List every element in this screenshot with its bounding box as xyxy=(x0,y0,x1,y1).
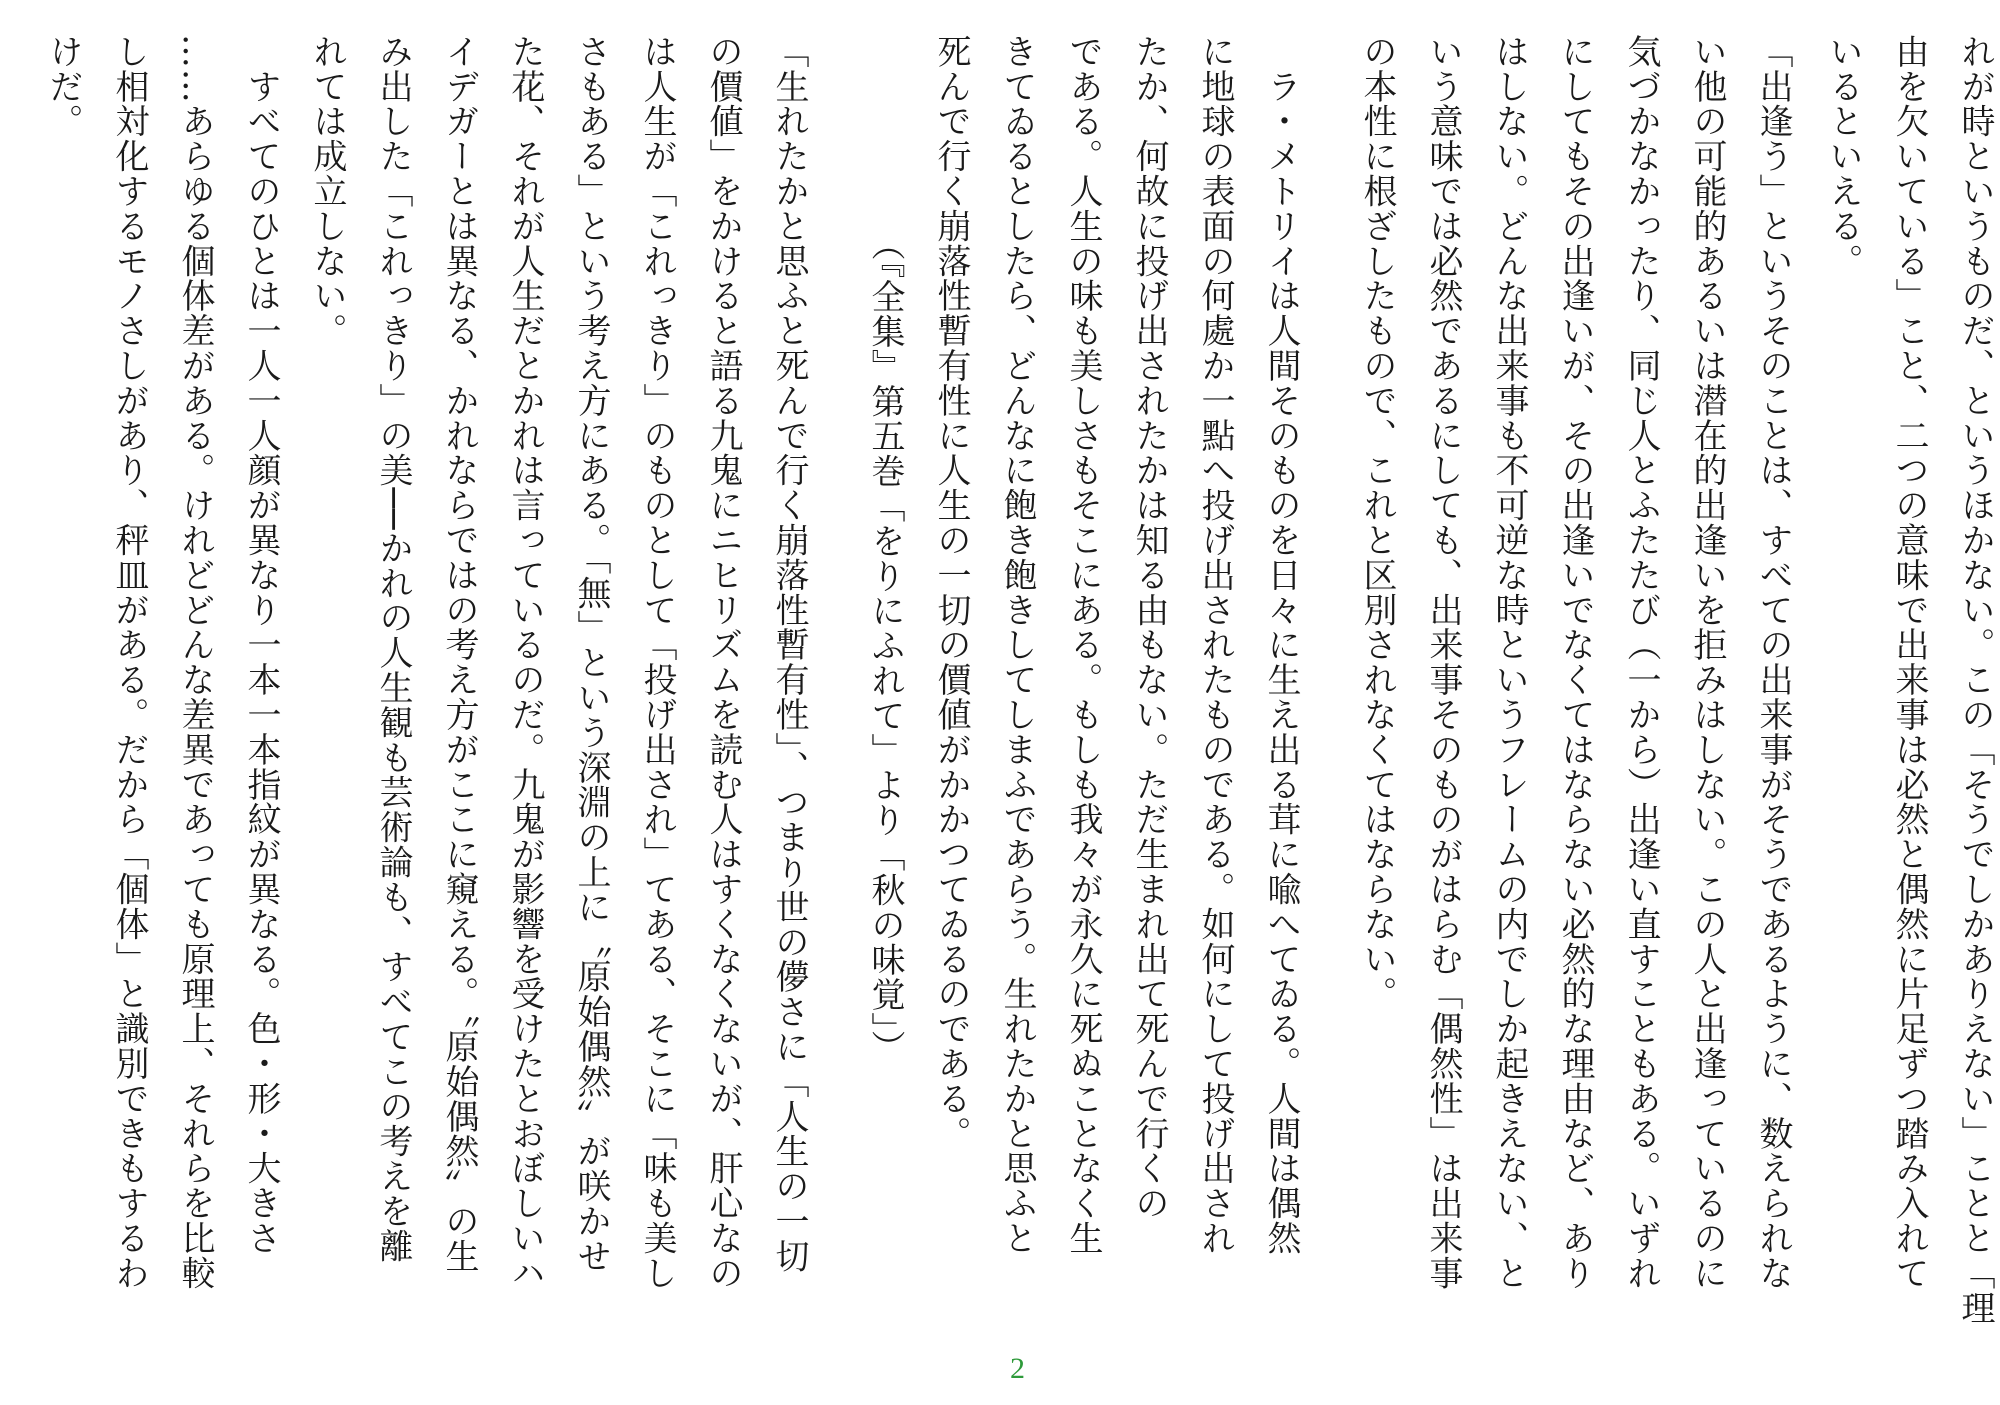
text-column: 「出逢う」というそのことは、すべての出来事がそうであるように、数えられな xyxy=(1753,34,1793,1291)
text-column: た花、それが人生だとかれは言っているのだ。九鬼が影響を受けたとおぼしいハ xyxy=(505,34,545,1291)
text-column: さもある」という考え方にある。「無」という深淵の上に〝原始偶然〟が咲かせ xyxy=(571,34,611,1274)
quote-column: である。人生の味も美しさもそこにある。もしも我々が永久に死ぬことなく生 xyxy=(1063,34,1103,1256)
text-column: ……あらゆる個体差がある。けれどどんな差異であっても原理上、それらを比較 xyxy=(175,34,215,1291)
quote-column: 死んで行く崩落性暫有性に人生の一切の價値がかかつてゐるのである。 xyxy=(931,34,971,1151)
text-column: いるといえる。 xyxy=(1823,34,1863,279)
text-column: れては成立しない。 xyxy=(307,34,347,349)
quote-column: たか、何故に投げ出されたかは知る由もない。ただ生まれ出て死んで行くの xyxy=(1129,34,1169,1221)
text-column: は人生が「これっきり」のものとして「投げ出され」てある、そこに「味も美し xyxy=(637,34,677,1291)
text-column: すべてのひとは一人一人顔が異なり一本一本指紋が異なる。色・形・大きさ xyxy=(241,34,281,1256)
quote-column: きてゐるとしたら、どんなに飽き飽きしてしまふであらう。生れたかと思ふと xyxy=(997,34,1037,1256)
text-column: いう意味では必然であるにしても、出来事そのものがはらむ「偶然性」は出来事 xyxy=(1423,34,1463,1291)
text-column: の價値」をかけると語る九鬼にニヒリズムを読む人はすくなくないが、肝心なの xyxy=(703,34,743,1291)
page-number: 2 xyxy=(1010,1352,1025,1385)
text-column: い他の可能的あるいは潜在的出逢いを拒みはしない。この人と出逢っているのに xyxy=(1687,34,1727,1291)
text-column: にしてもその出逢いが、その出逢いでなくてはならない必然的な理由など、あり xyxy=(1555,34,1595,1291)
text-column: はしない。どんな出来事も不可逆な時というフレームの内でしか起きえない、と xyxy=(1489,34,1529,1291)
text-column: イデガーとは異なる、かれならではの考え方がここに窺える。〝原始偶然〟の生 xyxy=(439,34,479,1274)
text-column: 気づかなかったり、同じ人とふたたび（一から）出逢い直すこともある。いずれ xyxy=(1621,34,1661,1291)
quote-column: に地球の表面の何處か一點へ投げ出されたものである。如何にして投げ出され xyxy=(1195,34,1235,1256)
quote-column: ラ・メトリイは人間そのものを日々に生え出る茸に喩へてゐる。人間は偶然 xyxy=(1261,34,1301,1256)
text-column: けだ。 xyxy=(43,34,83,139)
text-column: し相対化するモノさしがあり、秤皿がある。だから「個体」と識別できもするわ xyxy=(109,34,149,1291)
text-column: 「生れたかと思ふと死んで行く崩落性暫有性」、つまり世の儚さに「人生の一切 xyxy=(769,34,809,1274)
vertical-text-body xyxy=(10,34,1995,1364)
text-column: れが時というものだ、というほかない。この「そうでしかありえない」ことと「理 xyxy=(1955,34,1995,1326)
text-column: み出した「これっきり」の美──かれの人生観も芸術論も、すべてこの考えを離 xyxy=(373,34,413,1264)
text-column: 由を欠いている」こと、二つの意味で出来事は必然と偶然に片足ずつ踏み入れて xyxy=(1889,34,1929,1291)
citation-column: （『全集』第五巻「をりにふれて」より「秋の味覚」） xyxy=(865,34,905,1065)
text-column: の本性に根ざしたもので、これと区別されなくてはならない。 xyxy=(1357,34,1397,1012)
